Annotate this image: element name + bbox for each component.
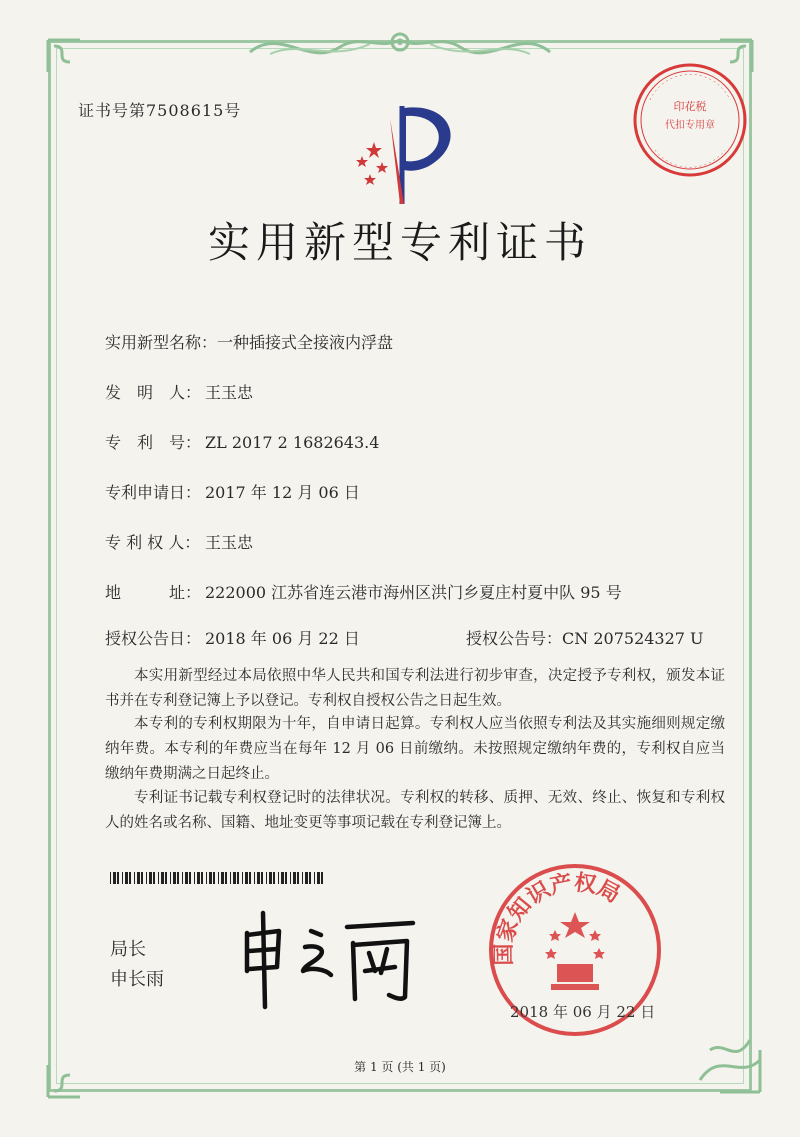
field-patent-no-label: 专 利 号：: [105, 433, 202, 452]
field-inventor-label: 发 明 人：: [105, 383, 202, 402]
barcode: [110, 872, 325, 884]
field-filing-date-label: 专利申请日：: [105, 483, 202, 502]
field-patentee: [105, 530, 253, 553]
field-grant-date: [105, 626, 360, 649]
svg-text:国家知识产权局: [492, 869, 624, 965]
corner-ornament-top-left: [40, 32, 100, 92]
field-grant-no: [466, 626, 704, 649]
field-inventor: [105, 380, 253, 403]
page-footer: 第 1 页 (共 1 页): [354, 1060, 446, 1074]
field-patentee-value: 王玉忠: [205, 533, 254, 552]
seal-date: 2018 年 06 月 22 日: [510, 1003, 656, 1021]
paragraph-1: 本实用新型经过本局依照中华人民共和国专利法进行初步审查，决定授予专利权，颁发本证书并在专利登记簿上予以登记。专利权自授权公告之日起生效。: [105, 668, 725, 709]
field-patent-no-value: ZL 2017 2 1682643.4: [205, 433, 380, 452]
field-name: [105, 330, 393, 353]
seal-text: 国家知识产权局: [491, 870, 624, 966]
field-address-label: 地 址：: [105, 583, 202, 602]
field-patent-no: [105, 430, 379, 453]
paragraph-2: 本专利的专利权期限为十年，自申请日起算。专利权人应当依照专利法及其实施细则规定缴纳年费。本专利的年费应当在每年 12 月 06 日前缴纳。未按照规定缴纳年费的，专利权自应当缴纳年费期满之日起终止。: [105, 716, 725, 782]
field-grant-no-label: 授权公告号：: [466, 629, 563, 648]
field-filing-date: [105, 480, 360, 503]
field-name-label: 实用新型名称：: [105, 333, 218, 352]
corner-ornament-bottom-left: [40, 1045, 100, 1105]
top-ornament: [240, 22, 560, 72]
tax-stamp: [630, 60, 750, 180]
field-address-value: 222000 江苏省连云港市海州区洪门乡夏庄村夏中队 95 号: [205, 583, 622, 602]
field-filing-date-value: 2017 年 12 月 06 日: [205, 483, 360, 502]
document-title: 实用新型专利证书: [207, 218, 592, 267]
field-grant-date-value: 2018 年 06 月 22 日: [205, 629, 360, 648]
field-patentee-label: 专 利 权 人：: [105, 533, 201, 552]
field-inventor-value: 王玉忠: [205, 383, 254, 402]
corner-ornament-bottom-right: [690, 1010, 770, 1100]
signatory-name: 申长雨: [110, 969, 164, 990]
svg-text:印花税: 印花税: [673, 100, 707, 113]
paragraph-3: 专利证书记载专利权登记时的法律状况。专利权的转移、质押、无效、终止、恢复和专利权人的姓名或名称、国籍、地址变更等事项记载在专利登记簿上。: [105, 790, 725, 831]
svg-text:代扣专用章: 代扣专用章: [665, 120, 715, 131]
signatory-title: 局长: [110, 939, 146, 960]
patent-office-logo-icon: [340, 100, 470, 210]
field-grant-no-value: CN 207524327 U: [562, 629, 704, 648]
field-grant-date-label: 授权公告日：: [105, 629, 202, 648]
certificate-number: 证书号第7508615号: [78, 101, 242, 120]
handwritten-signature: [235, 905, 420, 1015]
field-name-value: 一种插接式全接液内浮盘: [217, 333, 394, 352]
field-address: [105, 580, 622, 603]
